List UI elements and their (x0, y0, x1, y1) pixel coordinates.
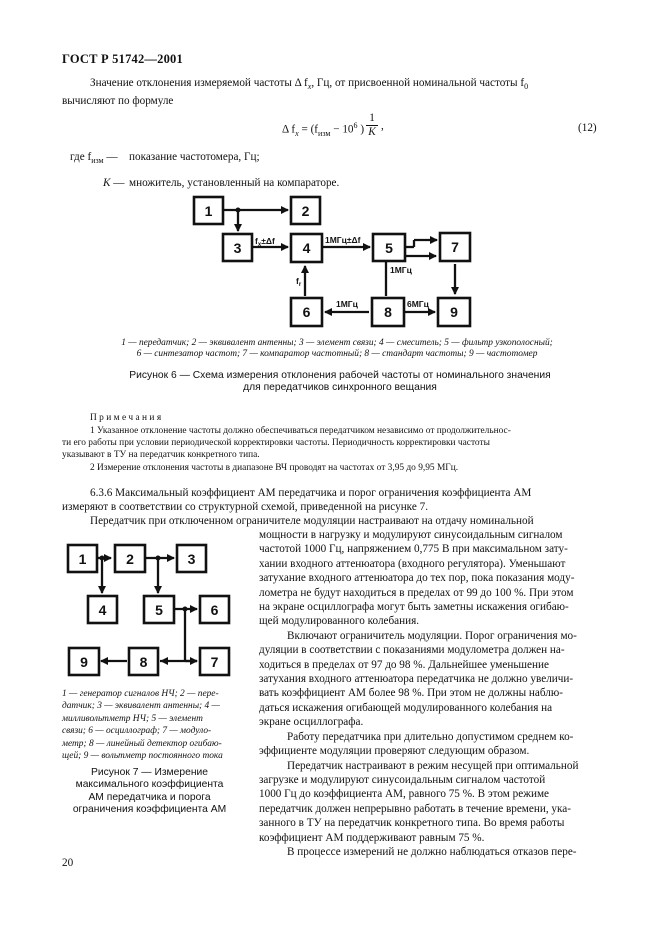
label-1mhz-delta: 1МГц±Δf (325, 235, 361, 245)
f7-caption-line: максимального коэффициента (75, 779, 224, 791)
note-1-line-3: указывают в ТУ на передатчик конкретного типа. (62, 450, 260, 460)
section-line-2: измеряют в соответствии со структурной схемой, приведенной на рисунке 7. (62, 501, 428, 513)
svg-text:3: 3 (233, 240, 242, 256)
rc-line: лометра не будут находиться в пределах от 99 до 100 %. При этом (259, 586, 574, 599)
f7-legend-line: метр; 8 — линейный детектор огибаю- (62, 738, 222, 749)
figure-6-block-7 (440, 233, 470, 261)
figure-6-block-8 (372, 298, 404, 326)
svg-text:7: 7 (451, 239, 459, 255)
formula: Δ $f_x = (f_{изм} - 10^6$ ) (282, 121, 365, 138)
svg-text:9: 9 (450, 304, 458, 320)
label-fr: $f_r$ (296, 276, 302, 288)
svg-text:5: 5 (385, 240, 393, 256)
figure-6-legend-1: 1 — передатчик; 2 — эквивалент антенны; 3 — элемент связи; 4 — смеситель; 5 — фильтр узкополосный; (121, 338, 553, 348)
notes-heading: Примечания (90, 413, 164, 423)
rc-line: эффициенте модуляции проверяют следующим образом. (259, 745, 530, 758)
svg-text:8: 8 (384, 304, 392, 320)
label-1mhz-b: 1МГц (336, 299, 358, 309)
figure-7-block-2 (115, 545, 145, 572)
figure-6-block-9 (438, 298, 470, 326)
right-column-text (259, 528, 600, 859)
rc-line: щей модулированного колебания. (259, 615, 420, 628)
rc-line: затухания входного аттенюатора передатчика не должно увеличи- (259, 673, 574, 686)
where-desc-1: показание частотомера, Гц; (129, 151, 260, 163)
figure-7-block-6 (200, 596, 229, 623)
figure-7-block-5 (144, 596, 174, 623)
f7-legend-line: милливольтметр НЧ; 5 — элемент (62, 713, 203, 724)
figure-7-block-9 (69, 648, 99, 675)
rc-line: Работу передатчика при длительно допустимом среднем ко- (287, 730, 574, 743)
figure-6-legend-2: 6 — синтезатор частот; 7 — компаратор частотный; 8 — стандарт частоты; 9 — частотомер (136, 349, 538, 359)
f7-caption-line: Рисунок 7 — Измерение (91, 767, 208, 778)
svg-text:6: 6 (302, 304, 311, 320)
rc-line: коэффициент АМ поддерживают равным 75 %. (259, 831, 485, 844)
intro-line-1: Значение отклонения измеряемой частоты Δ $f_x$, Гц, от присвоенной номинальной частоты $f_0$ (90, 77, 529, 92)
figure-7-block-8 (129, 648, 158, 675)
formula-fraction (366, 112, 378, 139)
figure-7-caption (62, 767, 237, 817)
svg-text:3: 3 (187, 551, 196, 567)
rc-line: передатчик должен непрерывно работать в течение времени, ука- (259, 802, 571, 815)
svg-text:2: 2 (126, 551, 134, 567)
rc-line: на экране осциллографа могут быть заметны искажения огибаю- (259, 601, 569, 614)
note-2: 2 Измерение отклонения частоты в диапазоне ВЧ проводят на частотах от 3,95 до 9,95 МГц. (90, 463, 459, 473)
section-line-1: 6.3.6 Максимальный коэффициент АМ передатчика и порог ограничения коэффициента АМ (90, 487, 532, 499)
figure-7-block-4 (88, 596, 117, 623)
svg-text:9: 9 (80, 654, 88, 670)
fraction-numerator: 1 (366, 112, 378, 126)
figure-6-connections (223, 208, 455, 313)
figure-6-caption-1: Рисунок 6 — Схема измерения отклонения рабочей частоты от номинального значения (129, 370, 551, 381)
f7-legend-line: связи; 6 — осциллограф; 7 — модуло- (62, 726, 212, 737)
fraction-denominator: K (368, 126, 376, 138)
intro-line-2: вычисляют по формуле (62, 95, 174, 107)
label-1mhz-a: 1МГц (390, 265, 412, 275)
svg-text:5: 5 (155, 602, 163, 618)
formula-comma: , (381, 120, 384, 132)
svg-text:4: 4 (98, 602, 107, 618)
figure-7-block-1 (68, 545, 97, 572)
rc-line: занного в ТУ на передатчик конкретного типа. Во время работы (259, 817, 565, 830)
svg-text:6: 6 (210, 602, 219, 618)
svg-text:2: 2 (301, 203, 310, 219)
f7-legend-line: 1 — генератор сигналов НЧ; 2 — пере- (62, 689, 219, 699)
svg-text:8: 8 (139, 654, 148, 670)
figure-7-diagram (60, 538, 240, 678)
where-desc-2: множитель, установленный на компараторе. (129, 177, 340, 189)
note-1-line-2: ти его работы при условии периодической корректировки частоты. Периодичность корректировки частоты (62, 438, 490, 448)
figure-6-caption-2: для передатчиков синхронного вещания (243, 382, 437, 393)
svg-text:7: 7 (210, 654, 219, 670)
figure-6-diagram (180, 190, 480, 330)
f7-legend-line: щей; 9 — вольтметр постоянного тока (62, 751, 223, 762)
rc-line: загрузке и модулируют синусоидальным сигналом частотой (259, 773, 546, 786)
figure-6-block-6 (291, 298, 322, 326)
rc-line: даться искажения огибающей модулированного колебания на (259, 701, 553, 714)
rc-line: дуляции в соответствии с показаниями модулометра должен на- (259, 644, 565, 657)
f7-caption-line: АМ передатчика и порога (88, 791, 211, 803)
document-header: ГОСТ Р 51742—2001 (62, 52, 183, 66)
rc-line: Передатчик настраивают в режим несущей при оптимальной (287, 759, 579, 772)
formula-number: (12) (578, 122, 597, 134)
f7-legend-line: датчик; 3 — эквивалент антенны; 4 — (62, 701, 220, 712)
page-number: 20 (62, 857, 74, 869)
figure-6-block-1 (194, 197, 223, 224)
rc-line: 1000 Гц до коэффициента АМ, равного 75 %. В этом режиме (259, 788, 549, 801)
svg-text:4: 4 (302, 240, 311, 256)
rc-line: В процессе измерений не должно наблюдаться отказов пере- (287, 845, 577, 858)
intro-paragraph (90, 76, 600, 95)
f7-caption-line: ограничения коэффициента АМ (72, 804, 227, 816)
figure-6-block-4 (291, 234, 322, 262)
where-term-1: где $f_{изм}$ — (70, 151, 118, 166)
rc-line: Включают ограничитель модуляции. Порог ограничения мо- (287, 629, 577, 642)
label-6mhz: 6МГц (407, 299, 429, 309)
figure-6-block-5 (373, 234, 405, 261)
rc-line: мощности в нагрузку и модулируют синусоидальным сигналом (259, 529, 563, 541)
svg-text:1: 1 (204, 203, 213, 219)
rc-line: вать коэффициент АМ более 98 %. При этом не должны наблю- (259, 687, 563, 700)
rc-line: ходиться в пределах от 97 до 98 %. Дальнейшее уменьшение (259, 658, 549, 671)
figure-7-block-7 (200, 648, 229, 675)
figure-6-block-2 (291, 197, 320, 224)
section-line-3: Передатчик при отключенном ограничителе модуляции настраивают на отдачу номинальной (90, 515, 534, 527)
figure-7-block-3 (177, 545, 206, 572)
label-fx: $f_x\pm\Delta f$ (255, 236, 275, 248)
figure-7-legend (62, 688, 237, 762)
svg-text:1: 1 (78, 551, 87, 567)
note-1-line-1: 1 Указанное отклонение частоты должно обеспечиваться передатчиком независимо от продолжительнос- (90, 426, 511, 436)
rc-line: экране осциллографа. (259, 716, 364, 729)
rc-line: хании входного аттенюатора (входного регулятора). Уменьшают (259, 557, 566, 570)
where-term-2: K — (103, 177, 125, 189)
rc-line: затухание входного аттенюатора до тех пор, пока показания моду- (259, 572, 575, 585)
rc-line: частотой 1000 Гц, напряжением 0,775 В при максимальном зату- (259, 543, 568, 556)
figure-6-block-3 (223, 234, 252, 261)
